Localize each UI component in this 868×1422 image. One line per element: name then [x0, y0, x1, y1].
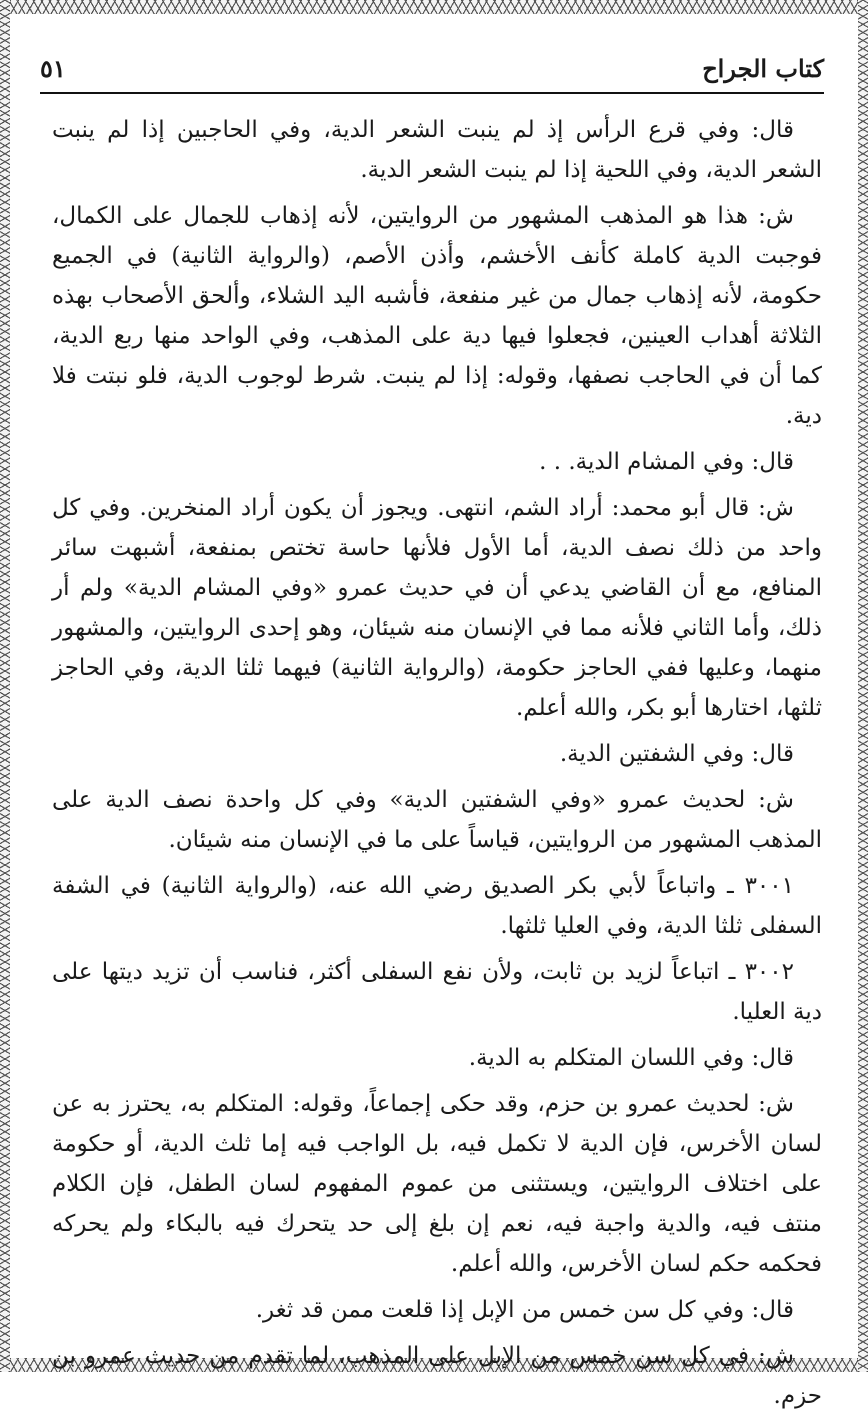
paragraph-4: ش: قال أبو محمد: أراد الشم، انتهى. ويجوز أن يكون أراد المنخرين. وفي كل واحد من ذلك نصف الدية، أما الأول فلأنها حاسة تختص بمنفعة، أشبهت سائر المنافع، مع أن القاضي يدعي أن في حديث عمرو «وفي المشام الدية» ولم أر ذلك، وأما الثاني فلأنه مما في الإنسان منه شيئان، وهو إحدى الروايتين، والمشهور منهما، وعليها ففي الحاجز حكومة، (والرواية الثانية) فيهما ثلثا الدية، وفي الحاجز ثلثها، اختارها أبو بكر، والله أعلم.	[52, 495, 822, 721]
decorative-border-left	[0, 0, 10, 1372]
paragraph-12: ش: في كل سن خمس من الإبل على المذهب، لما تقدم من حديث عمرو بن حزم.	[52, 1343, 822, 1409]
paragraph-7: ٣٠٠١ ـ واتباعاً لأبي بكر الصديق رضي الله عنه، (والرواية الثانية) في الشفة السفلى ثلثا الدية، وفي العليا ثلثها.	[52, 873, 822, 939]
paragraph-6: ش: لحديث عمرو «وفي الشفتين الدية» وفي كل واحدة نصف الدية على المذهب المشهور من الروايتين، قياساً على ما في الإنسان منه شيئان.	[52, 787, 822, 853]
decorative-border-top	[0, 0, 868, 14]
paragraph-11: قال: وفي كل سن خمس من الإبل إذا قلعت ممن قد ثغر.	[255, 1297, 794, 1323]
paragraph-3: قال: وفي المشام الدية. . .	[539, 449, 794, 475]
page-number: ٥١	[40, 54, 66, 83]
paragraph-1: قال: وفي قرع الرأس إذ لم ينبت الشعر الدية، وفي الحاجبين إذا لم ينبت الشعر الدية، وفي اللحية إذا لم ينبت الشعر الدية.	[52, 117, 822, 183]
running-title: كتاب الجراح	[702, 54, 824, 83]
decorative-border-right	[858, 0, 868, 1372]
paragraph-2: ش: هذا هو المذهب المشهور من الروايتين، لأنه إذهاب للجمال على الكمال، فوجبت الدية كاملة كأنف الأخشم، وأذن الأصم، (والرواية الثانية) في الجميع حكومة، لأنه إذهاب جمال من غير منفعة، فأشبه اليد الشلاء، وألحق الأصحاب بهذه الثلاثة أهداب العينين، فجعلوا فيها دية على المذهب، وفي الواحد منها ربع الدية، كما أن في الحاجب نصفها، وقوله: إذا لم ينبت. شرط لوجوب الدية، فلو نبتت فلا دية.	[52, 203, 822, 429]
page-header	[40, 52, 824, 94]
paragraph-5: قال: وفي الشفتين الدية.	[559, 741, 794, 767]
paragraph-10: ش: لحديث عمرو بن حزم، وقد حكى إجماعاً، وقوله: المتكلم به، يحترز به عن لسان الأخرس، فإن الدية لا تكمل فيه، بل الواجب فيه إما ثلث الدية، أو حكومة على اختلاف الروايتين، ويستثنى من عموم المفهوم لسان الطفل، فإن الكلام منتف فيه، والدية واجبة فيه، نعم إن بلغ إلى حد يتحرك فيه بالبكاء ولم يحركه فحكمه حكم لسان الأخرس، والله أعلم.	[52, 1091, 822, 1277]
page-body	[52, 110, 822, 1422]
paragraph-9: قال: وفي اللسان المتكلم به الدية.	[468, 1045, 794, 1071]
paragraph-8: ٣٠٠٢ ـ اتباعاً لزيد بن ثابت، ولأن نفع السفلى أكثر، فناسب أن تزيد ديتها على دية العليا.	[52, 959, 822, 1025]
